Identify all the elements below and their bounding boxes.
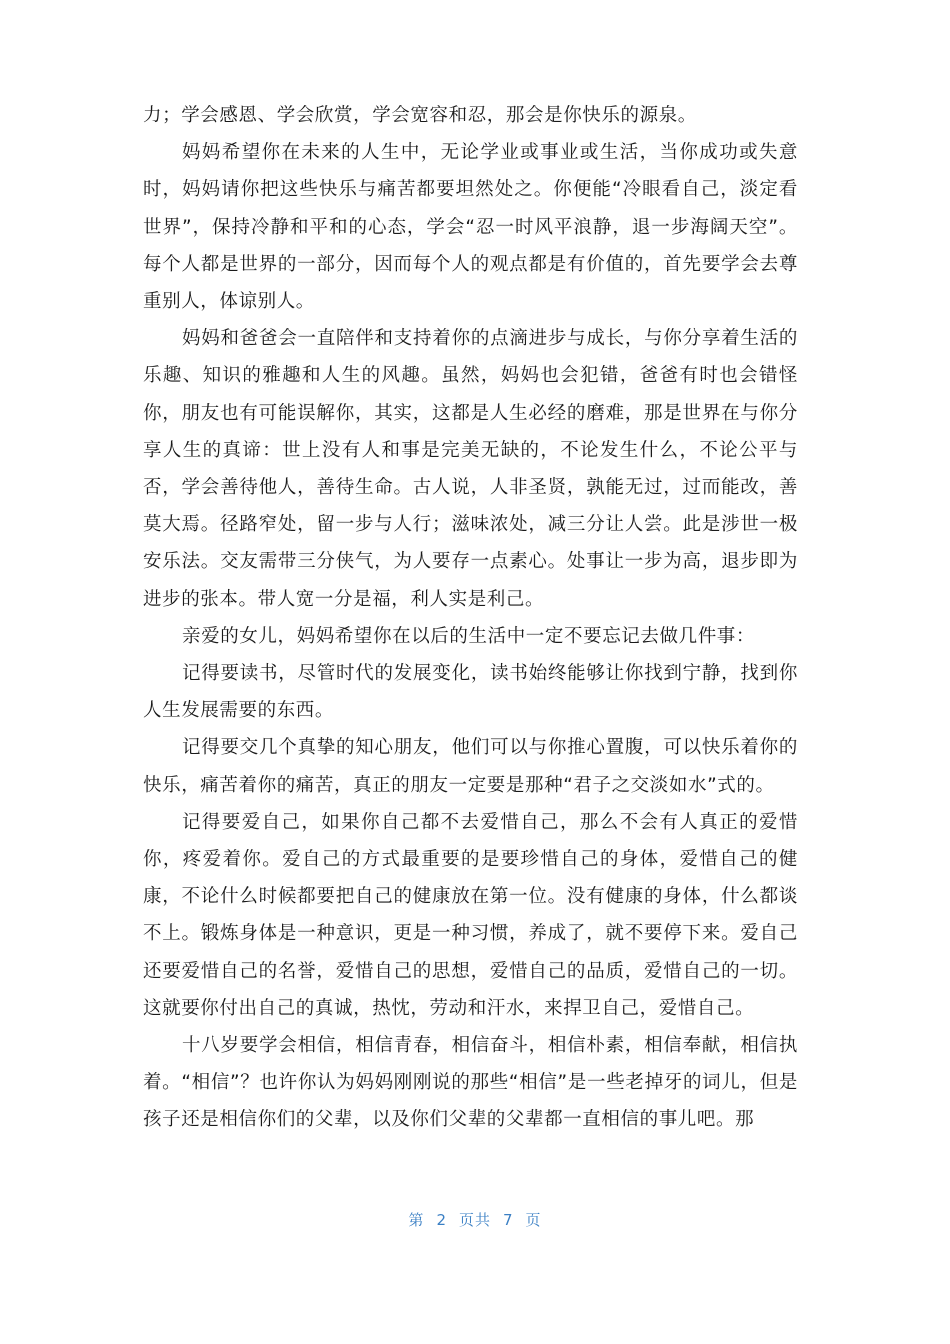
footer-total-pages: 7 (503, 1211, 514, 1229)
page-footer (0, 1209, 950, 1230)
paragraph-7: 记得要爱自己，如果你自己都不去爱惜自己，那么不会有人真正的爱惜你，疼爱着你。爱自己的方式最重要的是要珍惜自己的身体，爱惜自己的健康，不论什么时候都要把自己的健康放在第一位。没有健康的身体，什么都谈不上。锻炼身体是一种意识，更是一种习惯，养成了，就不要停下来。爱自己还要爱惜自己的名誉，爱惜自己的思想，爱惜自己的品质，爱惜自己的一切。这就要你付出自己的真诚，热忱，劳动和汗水，来捍卫自己，爱惜自己。 (143, 811, 798, 1019)
paragraph-2: 妈妈希望你在未来的人生中，无论学业或事业或生活，当你成功或失意时，妈妈请你把这些快乐与痛苦都要坦然处之。你便能“冷眼看自己，淡定看世界”，保持冷静和平和的心态，学会“忍一时风平浪静，退一步海阔天空”。每个人都是世界的一部分，因而每个人的观点都是有价值的，首先要学会去尊重别人，体谅别人。 (143, 142, 798, 313)
document-body (143, 97, 798, 1139)
footer-label-page: 第 (408, 1211, 425, 1229)
paragraph-3: 妈妈和爸爸会一直陪伴和支持着你的点滴进步与成长，与你分享着生活的乐趣、知识的雅趣和人生的风趣。虽然，妈妈也会犯错，爸爸有时也会错怪你，朋友也有可能误解你，其实，这都是人生必经的磨难，那是世界在与你分享人生的真谛：世上没有人和事是完美无缺的，不论发生什么，不论公平与否，学会善待他人，善待生命。古人说，人非圣贤，孰能无过，过而能改，善莫大焉。径路窄处，留一步与人行；滋味浓处，减三分让人尝。此是涉世一极安乐法。交友需带三分侠气，为人要存一点素心。处事让一步为高，退步即为进步的张本。带人宽一分是福，利人实是利己。 (143, 328, 798, 610)
paragraph-8: 十八岁要学会相信，相信青春，相信奋斗，相信朴素，相信奉献，相信执着。“相信”？也许你认为妈妈刚刚说的那些“相信”是一些老掉牙的词儿，但是孩子还是相信你们的父辈，以及你们父辈的父辈都一直相信的事儿吧。那 (143, 1035, 798, 1131)
footer-label-end: 页 (525, 1211, 542, 1229)
paragraph-4: 亲爱的女儿，妈妈希望你在以后的生活中一定不要忘记去做几件事： (182, 625, 756, 647)
footer-current-page: 2 (436, 1211, 447, 1229)
paragraph-5: 记得要读书，尽管时代的发展变化，读书始终能够让你找到宁静，找到你人生发展需要的东西。 (143, 663, 798, 722)
paragraph-1: 力；学会感恩、学会欣赏，学会宽容和忍，那会是你快乐的源泉。 (143, 105, 697, 126)
paragraph-6: 记得要交几个真挚的知心朋友，他们可以与你推心置腹，可以快乐着你的快乐，痛苦着你的痛苦，真正的朋友一定要是那种“君子之交淡如水”式的。 (143, 737, 798, 796)
footer-label-of: 页共 (458, 1211, 491, 1229)
